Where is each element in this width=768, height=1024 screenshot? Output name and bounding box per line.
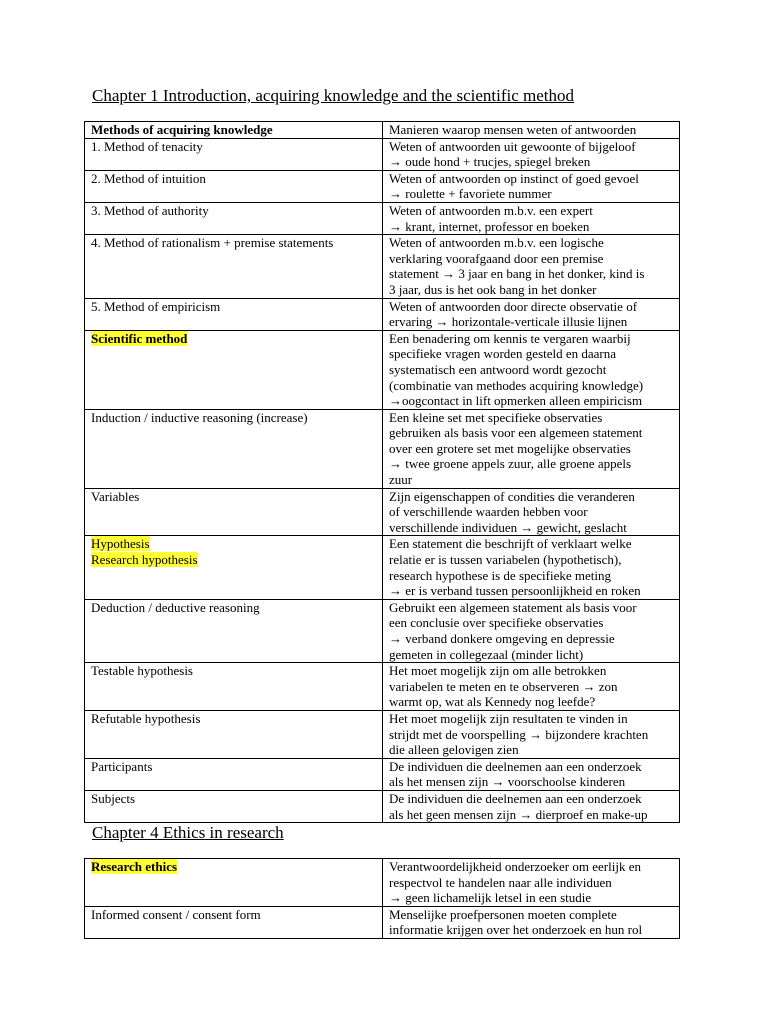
definition-line: specifieke vragen worden gesteld en daarna [389, 346, 617, 362]
term-label: Research ethics [91, 859, 178, 874]
definition-line: Weten of antwoorden op instinct of goed gevoel [389, 170, 639, 186]
term-label: Participants [91, 758, 153, 774]
term-cell [85, 409, 383, 488]
definition-line: research hypothese is de specifieke meting [389, 567, 611, 583]
definition-line: Verantwoordelijkheid onderzoeker om eerlijk en [389, 859, 641, 874]
definition-cell [383, 138, 680, 170]
definition-cell [383, 298, 680, 330]
definition-cell [383, 488, 680, 536]
term-label: 5. Method of empiricism [91, 298, 221, 314]
definition-line: gemeten in collegezaal (minder licht) [389, 646, 584, 662]
definition-cell [383, 758, 680, 790]
term-cell [85, 710, 383, 758]
definition-cell [383, 906, 680, 938]
definition-line: Weten of antwoorden m.b.v. een expert [389, 202, 593, 218]
term-label: Induction / inductive reasoning (increase) [91, 409, 308, 425]
definition-line: als het geen mensen zijn → dierproef en make-up [389, 806, 648, 822]
table-row [85, 202, 680, 234]
term-cell [85, 170, 383, 202]
term-label-secondary: Research hypothesis [91, 552, 198, 568]
definition-line: gebruiken als basis voor een algemeen statement [389, 425, 643, 441]
definition-line: ervaring → horizontale-verticale illusie lijnen [389, 314, 628, 330]
term-cell [85, 330, 383, 409]
definition-line: Manieren waarop mensen weten of antwoorden [389, 122, 637, 137]
definition-line: (combinatie van methodes acquiring knowledge) [389, 377, 644, 393]
definition-cell [383, 409, 680, 488]
table-row [85, 758, 680, 790]
definition-cell [383, 663, 680, 711]
definition-cell [383, 710, 680, 758]
definition-line: strijdt met de voorspelling → bijzondere krachten [389, 726, 649, 742]
definition-cell [383, 202, 680, 234]
definition-line: informatie krijgen over het onderzoek en hun rol [389, 922, 643, 938]
term-label: Refutable hypothesis [91, 710, 201, 726]
term-cell [85, 488, 383, 536]
table-row [85, 409, 680, 488]
definition-line: → verband donkere omgeving en depressie [389, 631, 615, 646]
table-row [85, 298, 680, 330]
definition-line: → er is verband tussen persoonlijkheid en roken [389, 583, 641, 599]
definition-line: variabelen te meten en te observeren → zon [389, 678, 618, 694]
table-row [85, 599, 680, 662]
chapter-4-table-body [85, 859, 680, 939]
definition-cell [383, 330, 680, 409]
definition-line: over een grotere set met mogelijke observaties [389, 440, 631, 456]
term-cell [85, 122, 383, 139]
definition-line: verschillende individuen → gewicht, geslacht [389, 519, 627, 535]
definition-line: → twee groene appels zuur, alle groene appels [389, 456, 632, 472]
table-row [85, 235, 680, 298]
table-row [85, 122, 680, 139]
term-cell [85, 138, 383, 170]
term-cell [85, 758, 383, 790]
table-row [85, 488, 680, 536]
term-label: 4. Method of rationalism + premise statements [91, 235, 334, 251]
table-row [85, 663, 680, 711]
table-row [85, 710, 680, 758]
definition-line: Weten of antwoorden door directe observatie of [389, 298, 638, 314]
table-row [85, 170, 680, 202]
definition-cell [383, 122, 680, 139]
term-cell [85, 859, 383, 907]
definition-line: → oude hond + trucjes, spiegel breken [389, 154, 591, 170]
term-cell [85, 906, 383, 938]
term-label: Deduction / deductive reasoning [91, 599, 260, 615]
definition-line: systematisch een antwoord wordt gezocht [389, 361, 607, 377]
definition-line: Zijn eigenschappen of condities die veranderen [389, 488, 635, 504]
definition-line: Weten of antwoorden uit gewoonte of bijgeloof [389, 138, 636, 154]
definition-line: die alleen gelovigen zien [389, 742, 519, 758]
definition-line: Weten of antwoorden m.b.v. een logische [389, 235, 604, 251]
definition-cell [383, 790, 680, 822]
definition-cell [383, 599, 680, 662]
definition-line: verklaring voorafgaand door een premise [389, 250, 604, 266]
definition-cell [383, 170, 680, 202]
term-cell [85, 599, 383, 662]
table-row [85, 906, 680, 938]
term-label: 2. Method of intuition [91, 170, 206, 186]
table-row [85, 790, 680, 822]
term-cell [85, 790, 383, 822]
definition-line: → krant, internet, professor en boeken [389, 218, 590, 234]
definition-line: Een benadering om kennis te vergaren waarbij [389, 330, 631, 346]
definition-line: respectvol te handelen naar alle individuen [389, 874, 612, 890]
definition-line: zuur [389, 472, 413, 488]
table-row [85, 138, 680, 170]
definition-line: Een kleine set met specifieke observaties [389, 409, 603, 425]
definition-cell [383, 859, 680, 907]
term-label: Subjects [91, 790, 136, 806]
definition-line: als het mensen zijn → voorschoolse kinderen [389, 774, 626, 790]
definition-line: Het moet mogelijk zijn om alle betrokken [389, 663, 607, 679]
term-label: Testable hypothesis [91, 663, 193, 679]
chapter-1-table-body [85, 122, 680, 823]
term-label: Hypothesis [91, 536, 150, 552]
term-label: 1. Method of tenacity [91, 138, 203, 154]
definition-line: relatie er is tussen variabelen (hypothetisch), [389, 552, 622, 568]
definition-cell [383, 536, 680, 599]
definition-line: Gebruikt een algemeen statement als basis voor [389, 599, 637, 615]
chapter-1-heading: Chapter 1 Introduction, acquiring knowledge and the scientific method [92, 86, 575, 105]
term-cell [85, 298, 383, 330]
term-label: 3. Method of authority [91, 202, 209, 218]
term-label: Methods of acquiring knowledge [91, 122, 273, 137]
definition-line: De individuen die deelnemen aan een onderzoek [389, 790, 642, 806]
term-label: Variables [91, 488, 140, 504]
definition-line: → roulette + favoriete nummer [389, 186, 552, 202]
definition-line: of verschillende waarden hebben voor [389, 504, 588, 520]
chapter-4-table [84, 858, 680, 939]
definition-cell [383, 235, 680, 298]
definition-line: → geen lichamelijk letsel in een studie [389, 890, 592, 906]
definition-line: warmt op, wat als Kennedy nog leefde? [389, 694, 596, 710]
term-cell [85, 235, 383, 298]
definition-line: De individuen die deelnemen aan een onderzoek [389, 758, 642, 774]
definition-line: →oogcontact in lift opmerken alleen empiricism [389, 393, 643, 409]
term-cell [85, 536, 383, 599]
term-label: Informed consent / consent form [91, 906, 261, 922]
definition-line: Een statement die beschrijft of verklaart welke [389, 536, 632, 552]
chapter-1-table [84, 121, 680, 823]
term-cell [85, 202, 383, 234]
table-row [85, 859, 680, 907]
definition-line: een conclusie over specifieke observaties [389, 615, 604, 631]
definition-line: 3 jaar, dus is het ook bang in het donker [389, 281, 597, 297]
term-cell [85, 663, 383, 711]
definition-line: Menselijke proefpersonen moeten complete [389, 906, 617, 922]
definition-line: Het moet mogelijk zijn resultaten te vinden in [389, 710, 628, 726]
table-row [85, 330, 680, 409]
chapter-4-heading: Chapter 4 Ethics in research [92, 823, 284, 842]
term-label: Scientific method [91, 330, 188, 346]
definition-line: statement → 3 jaar en bang in het donker, kind is [389, 266, 645, 282]
table-row [85, 536, 680, 599]
